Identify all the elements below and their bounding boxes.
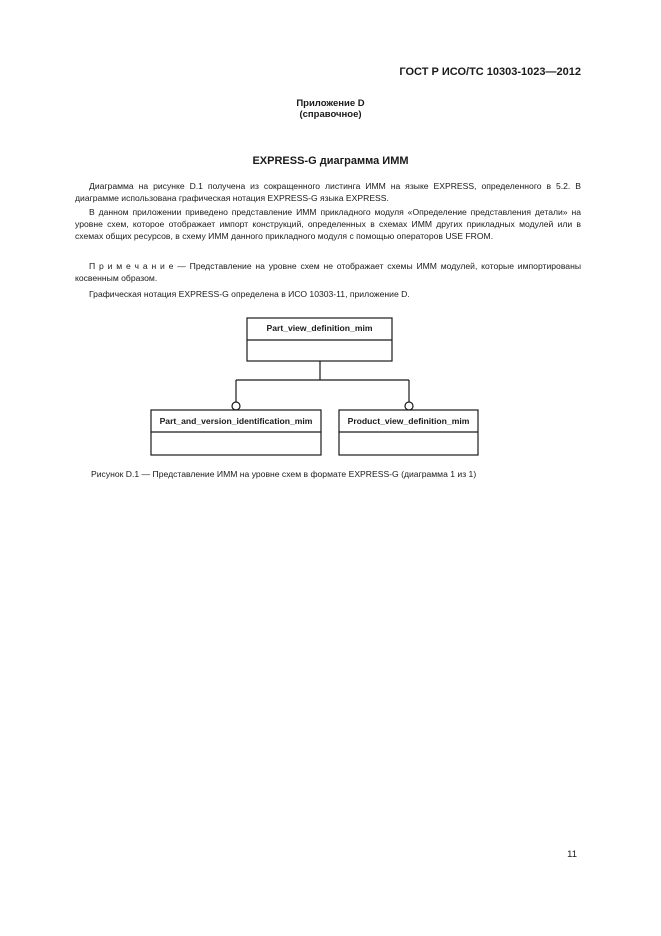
notation-reference: Графическая нотация EXPRESS-G определена в ИСО 10303-11, приложение D.: [89, 289, 410, 299]
page-number: 11: [567, 849, 577, 860]
right-schema-label: Product_view_definition_mim: [347, 416, 470, 426]
left-schema-label: Part_and_version_identification_mim: [159, 416, 313, 426]
annex-subtitle: (справочное): [299, 109, 362, 120]
section-title: EXPRESS-G диаграмма ИММ: [252, 155, 409, 167]
figure-caption: Рисунок D.1 — Представление ИММ на уровне схем в формате EXPRESS-G (диаграмма 1 из 1): [91, 469, 477, 479]
paragraph-1: Диаграмма на рисунке D.1 получена из сокращенного листинга ИММ на языке EXPRESS, определенного в 5.2. В диаграмме использована графическая нотация EXPRESS-G языка EXPRESS.: [75, 181, 581, 203]
note-label: П р и м е ч а н и е: [89, 261, 174, 271]
annex-title: Приложение D: [296, 98, 365, 109]
note-text: — Представление на уровне схем не отображает схемы ИММ модулей, которые импортированы косвенным образом.: [75, 261, 581, 283]
paragraph-2: В данном приложении приведено представление ИММ прикладного модуля «Определение представления детали» на уровне схем, которое отображает импорт конструкций, определенных в схемах ИММ других прикладных модулей или в схемах общих ресурсов, в схему ИММ данного прикладного модуля с помощью операторов USE FROM.: [75, 207, 581, 241]
document-header: ГОСТ Р ИСО/ТС 10303-1023—2012: [399, 66, 581, 78]
left-relation-circle: [232, 402, 240, 410]
right-relation-circle: [405, 402, 413, 410]
top-schema-label: Part_view_definition_mim: [266, 323, 373, 333]
